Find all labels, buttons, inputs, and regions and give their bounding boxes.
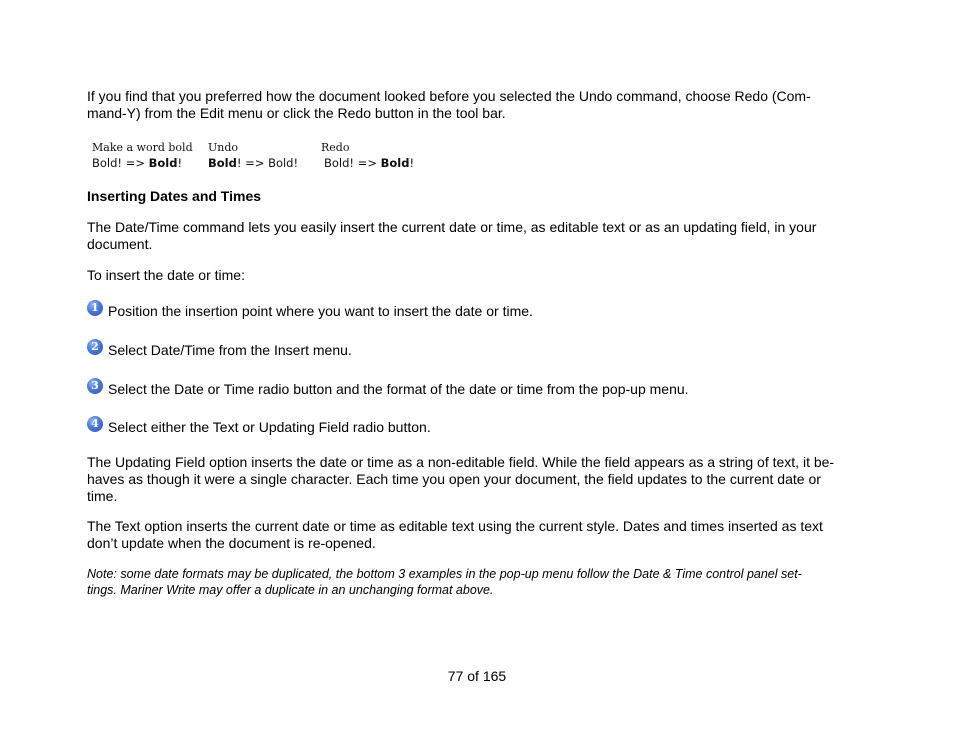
example-after-text: Bold <box>148 156 178 170</box>
example-before-text: Bold! <box>324 156 355 170</box>
updating-field-line-1: The Updating Field option inserts the date or time as a non-editable field. While the field appears as a string of text, it be- <box>87 454 835 470</box>
example-redo <box>321 140 414 171</box>
step-text: Select Date/Time from the Insert menu. <box>108 342 352 358</box>
step-item <box>87 378 862 398</box>
step-number-icon: 3 <box>87 378 103 394</box>
page-indicator: 77 of 165 <box>447 668 507 684</box>
example-after-text: Bold <box>380 156 410 170</box>
example-after-suffix: ! <box>409 156 415 170</box>
example-arrow: => <box>354 156 381 170</box>
note-line-2: tings. Mariner Write may offer a duplicate in an unchanging format above. <box>87 583 494 597</box>
description-line-1: The Date/Time command lets you easily insert the current date or time, as editable text or as an updating field, in your <box>87 219 817 235</box>
example-arrow: => <box>122 156 149 170</box>
updating-field-line-3: time. <box>87 488 118 504</box>
step-item <box>87 300 862 320</box>
example-undo <box>208 140 298 171</box>
step-text: Select the Date or Time radio button and the format of the date or time from the pop-up menu. <box>108 381 689 397</box>
description-paragraph <box>87 219 862 253</box>
example-before-text: Bold! <box>92 156 123 170</box>
example-after-suffix: ! <box>177 156 183 170</box>
step-number-icon: 4 <box>87 416 103 432</box>
updating-field-line-2: haves as though it were a single character. Each time you open your document, the field updates to the current date or <box>87 471 821 487</box>
section-heading: Inserting Dates and Times <box>87 188 262 204</box>
note-line-1: Note: some date formats may be duplicated, the bottom 3 examples in the pop-up menu follow the Date & Time control panel set- <box>87 567 802 581</box>
intro-line-1: If you find that you preferred how the document looked before you selected the Undo command, choose Redo (Com- <box>87 88 811 104</box>
example-arrow: => <box>241 156 269 170</box>
steps-intro: To insert the date or time: <box>87 267 245 283</box>
text-option-line-2: don’t update when the document is re-opened. <box>87 535 376 551</box>
example-demo <box>92 155 193 171</box>
example-make-bold <box>92 140 193 171</box>
example-label: Make a word bold <box>92 141 193 154</box>
example-demo <box>208 155 298 171</box>
text-option-line-1: The Text option inserts the current date or time as editable text using the current style. Dates and times inserted as text <box>87 518 823 534</box>
description-line-2: document. <box>87 236 153 252</box>
intro-paragraph <box>87 88 862 122</box>
step-text: Select either the Text or Updating Field radio button. <box>108 419 431 435</box>
step-item <box>87 416 862 436</box>
step-number-icon: 1 <box>87 300 103 316</box>
example-before-suffix: ! <box>236 156 242 170</box>
text-option-paragraph <box>87 518 862 552</box>
note-paragraph <box>87 566 862 598</box>
step-item <box>87 339 862 359</box>
intro-line-2: mand-Y) from the Edit menu or click the Redo button in the tool bar. <box>87 105 506 121</box>
example-after-text: Bold! <box>268 156 299 170</box>
undo-redo-examples <box>92 140 432 174</box>
example-demo <box>321 155 414 171</box>
step-text: Position the insertion point where you want to insert the date or time. <box>108 303 533 319</box>
example-before-text: Bold <box>208 156 237 170</box>
example-label: Undo <box>208 141 239 154</box>
example-label: Redo <box>321 141 350 154</box>
step-number-icon: 2 <box>87 339 103 355</box>
updating-field-paragraph <box>87 454 862 505</box>
